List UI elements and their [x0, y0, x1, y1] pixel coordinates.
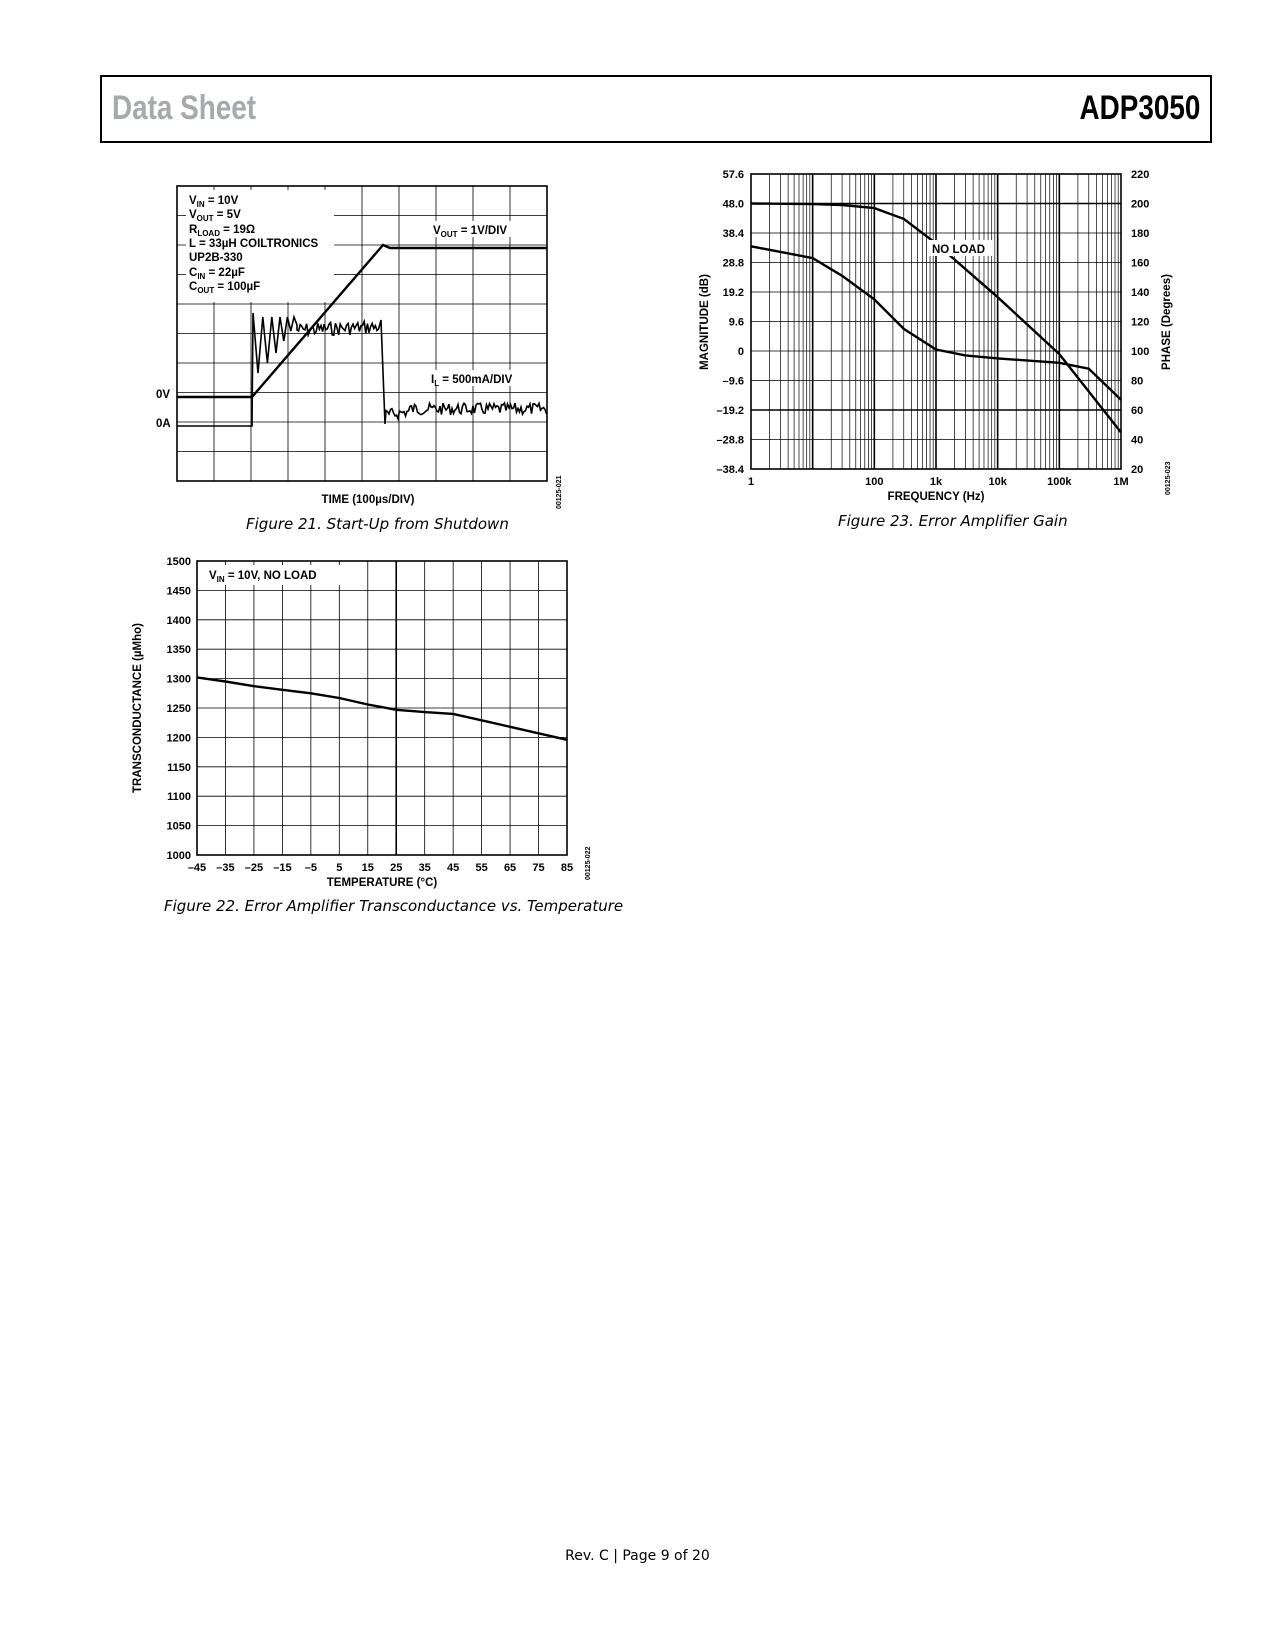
x-tick-label: 65 [503, 862, 517, 874]
y-tick-label: 1500 [166, 556, 191, 568]
y2-tick-label: 220 [1131, 169, 1150, 181]
x-axis-label: TEMPERATURE (°C) [326, 877, 438, 889]
figure-23-caption: Figure 23. Error Amplifier Gain [838, 512, 1068, 530]
condition-inductor-part: UP2B-330 [189, 252, 243, 264]
y-axis-label: TRANSCONDUCTANCE (µMho) [132, 623, 144, 793]
x-tick-label: 35 [418, 862, 431, 874]
header-part-number: ADP3050 [1079, 89, 1200, 127]
x-tick-label: 100 [865, 476, 884, 488]
y-axis-label: MAGNITUDE (dB) [699, 274, 711, 370]
condition-inductor: L = 33µH COILTRONICS [189, 238, 319, 250]
x-tick-label: –25 [244, 862, 264, 874]
y2-tick-label: 140 [1131, 287, 1150, 299]
y-tick-label: 1050 [166, 820, 191, 833]
y-tick-label: 1100 [167, 791, 191, 804]
chart-annotation: $V_{IN} = 10V$, NO LOAD [209, 570, 317, 584]
y-tick-label: 28.8 [722, 257, 744, 270]
condition-vin: $V_{IN} = 10V$ [189, 195, 239, 209]
y-tick-label: 1350 [166, 644, 191, 657]
time-axis-label: TIME (100µs/DIV) [321, 494, 415, 506]
x-tick-label: 15 [361, 862, 374, 874]
x-axis-label: FREQUENCY (Hz) [887, 491, 985, 503]
y2-tick-label: 20 [1131, 464, 1144, 476]
figure-21-caption: Figure 21. Start-Up from Shutdown [246, 515, 509, 533]
y-tick-label: 1200 [166, 732, 191, 745]
y2-tick-label: 160 [1131, 257, 1150, 270]
zero-volt-marker: 0V [156, 389, 171, 401]
x-tick-label: 1 [747, 476, 755, 488]
figure-23-gain-phase-chart [699, 169, 1173, 503]
x-tick-label: 75 [532, 862, 545, 874]
condition-vout: $V_{OUT} = 5V$ [189, 209, 241, 223]
x-tick-label: –5 [304, 862, 317, 874]
y2-tick-label: 40 [1131, 434, 1144, 447]
zero-amp-marker: 0A [156, 418, 171, 430]
y2-axis-label: PHASE (Degrees) [1161, 274, 1173, 370]
page-footer: Rev. C | Page 9 of 20 [565, 1548, 710, 1564]
y2-tick-label: 200 [1131, 198, 1150, 211]
x-tick-label: 100k [1047, 476, 1072, 488]
condition-cout: $C_{OUT} = 100\mu F$ [189, 281, 261, 295]
y-tick-label: –9.6 [722, 375, 744, 388]
y-tick-label: 1150 [167, 761, 191, 774]
condition-cin: $C_{IN} = 22\mu F$ [189, 267, 245, 281]
y2-tick-label: 120 [1131, 316, 1150, 329]
y-tick-label: 1300 [166, 673, 191, 686]
y-tick-label: 48.0 [722, 198, 744, 211]
y-tick-label: –28.8 [716, 434, 744, 447]
figure-22-transconductance-chart [132, 556, 592, 889]
x-tick-label: –45 [187, 862, 207, 874]
figure-21-startup-scope [156, 186, 563, 509]
x-tick-label: 5 [336, 862, 343, 874]
y-tick-label: 9.6 [728, 316, 744, 329]
x-tick-label: 25 [390, 862, 403, 874]
y-tick-label: 19.2 [722, 287, 744, 299]
y2-tick-label: 60 [1131, 405, 1144, 417]
figure-22-ref: 00125-022 [585, 846, 592, 880]
transconductance-line [197, 677, 567, 739]
y-tick-label: 57.6 [722, 169, 744, 181]
header-title: Data Sheet [112, 89, 257, 127]
chart-ticks [167, 556, 574, 874]
figure-21-ref: 00125-021 [556, 475, 563, 509]
y2-tick-label: 80 [1131, 375, 1144, 388]
vout-scale-label: $V_{OUT} = 1V/DIV$ [433, 225, 508, 239]
y-tick-label: 1250 [166, 703, 191, 715]
x-tick-label: 45 [447, 862, 460, 874]
y2-tick-label: 100 [1131, 346, 1150, 358]
x-tick-label: 1k [929, 476, 943, 488]
x-tick-label: 10k [988, 476, 1007, 488]
y-tick-label: 1000 [166, 850, 191, 862]
no-load-annotation: NO LOAD [932, 244, 986, 256]
x-tick-label: 85 [560, 862, 574, 874]
x-tick-label: –15 [273, 862, 292, 874]
x-tick-label: 1M [1113, 476, 1129, 488]
chart-grid [751, 174, 1121, 469]
y-tick-label: 1450 [166, 585, 191, 598]
x-tick-label: 55 [475, 862, 488, 874]
x-tick-label: –35 [216, 862, 235, 874]
y-tick-label: –19.2 [716, 405, 744, 417]
condition-rload: $R_{LOAD} = 19\Omega$ [189, 224, 256, 238]
y-tick-label: 0 [737, 346, 744, 358]
figure-22-caption: Figure 22. Error Amplifier Transconductance vs. Temperature [164, 897, 624, 915]
figure-23-ref: 00125-023 [1165, 461, 1172, 495]
y2-tick-label: 180 [1131, 228, 1150, 240]
y-tick-label: 38.4 [722, 228, 744, 240]
il-scale-label: $I_L = 500mA/DIV$ [431, 374, 513, 388]
y-tick-label: 1400 [166, 614, 191, 627]
y-tick-label: –38.4 [716, 464, 744, 476]
